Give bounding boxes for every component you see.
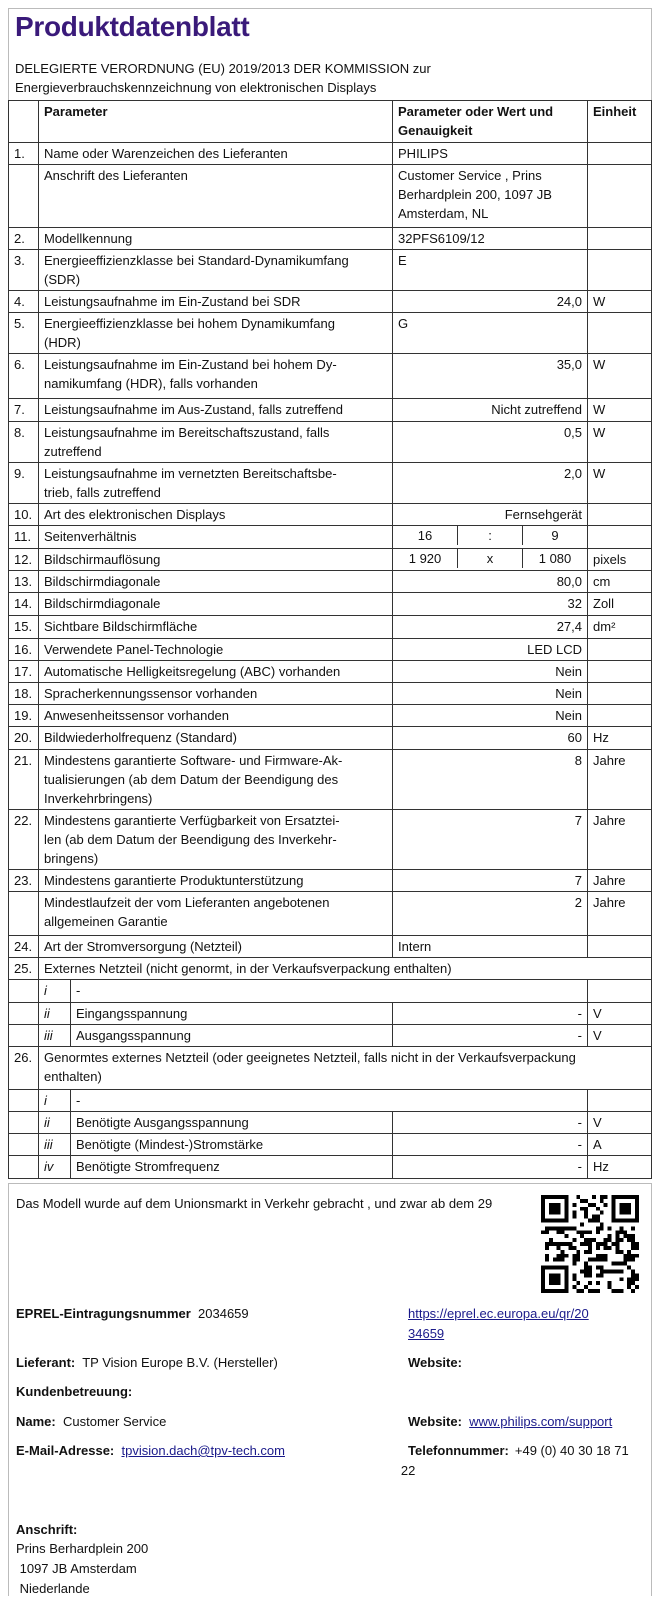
- unit-cell: W: [588, 399, 652, 422]
- table-row: [9, 291, 652, 313]
- table-row: [9, 143, 652, 165]
- row-number: 15.: [9, 616, 39, 639]
- unit-cell: W: [588, 463, 652, 504]
- row-number: 22.: [9, 810, 39, 870]
- unit-cell: Hz: [588, 1156, 652, 1179]
- table-row: [9, 958, 652, 980]
- parameter-cell: Automatische Helligkeitsregelung (ABC) vorhanden: [39, 661, 393, 683]
- sub-index: ii: [39, 1112, 71, 1134]
- table-row: [9, 1047, 652, 1090]
- row-number: 11.: [9, 526, 39, 549]
- row-number: 7.: [9, 399, 39, 422]
- unit-cell: [588, 313, 652, 354]
- row-number-empty: [9, 1025, 39, 1047]
- parameter-cell: Seitenverhältnis: [39, 526, 393, 549]
- value-cell: 8: [393, 750, 588, 810]
- table-row: [9, 422, 652, 463]
- value-cell: -: [393, 1003, 588, 1025]
- parameter-cell: Sichtbare Bildschirmfläche: [39, 616, 393, 639]
- subtitle-line: DELEGIERTE VERORDNUNG (EU) 2019/2013 DER KOMMISSION zur: [15, 61, 431, 76]
- value-cell: Fernsehgerät: [393, 504, 588, 526]
- header-value: Parameter oder Wert und Genauigkeit: [393, 101, 588, 143]
- unit-cell: Jahre: [588, 810, 652, 870]
- email-label: E-Mail-Adresse:: [16, 1443, 115, 1458]
- unit-cell: [588, 639, 652, 661]
- value-part: x: [457, 549, 522, 568]
- value-cell: LED LCD: [393, 639, 588, 661]
- row-number: [9, 892, 39, 936]
- row-number-empty: [9, 980, 39, 1003]
- table-row: [9, 1003, 652, 1025]
- unit-cell: [588, 504, 652, 526]
- parameter-cell: Mindestens garantierte Produktunterstützung: [39, 870, 393, 892]
- parameter-cell: Bildwiederholfrequenz (Standard): [39, 727, 393, 750]
- phone-value: +49 (0) 40 30 18 71 22: [400, 1443, 629, 1478]
- unit-cell: Zoll: [588, 593, 652, 616]
- unit-cell: W: [588, 291, 652, 313]
- sub-index: i: [39, 1090, 71, 1112]
- table-row: [9, 526, 652, 549]
- row-number-empty: [9, 1134, 39, 1156]
- email-link[interactable]: tpvision.dach@tpv-tech.com: [121, 1443, 285, 1458]
- unit-cell: [588, 165, 652, 228]
- parameter-cell: Benötigte (Mindest-)Stromstärke: [71, 1134, 393, 1156]
- table-row: [9, 504, 652, 526]
- address: [16, 1539, 148, 1599]
- sub-index: ii: [39, 1003, 71, 1025]
- value-part: 16: [417, 528, 433, 543]
- value-cell: 60: [393, 727, 588, 750]
- unit-cell: [588, 228, 652, 250]
- sub-index: iii: [39, 1025, 71, 1047]
- sub-index: iv: [39, 1156, 71, 1179]
- parameter-cell: Mindestens garantierte Software- und Firmware-Ak- tualisierungen (ab dem Datum der Beendigung des Inverkehrbringens): [39, 750, 393, 810]
- row-number: 10.: [9, 504, 39, 526]
- eprel-label: EPREL-Eintragungsnummer: [16, 1306, 191, 1321]
- value-cell: E: [393, 250, 588, 291]
- section-title: Genormtes externes Netzteil (oder geeignetes Netzteil, falls nicht in der Verkaufsverpackung enthalten): [39, 1047, 652, 1090]
- support-label: Kundenbetreuung:: [16, 1384, 133, 1399]
- table-row: [9, 616, 652, 639]
- unit-cell: W: [588, 354, 652, 399]
- table-row: [9, 165, 652, 228]
- parameter-cell: Verwendete Panel-Technologie: [39, 639, 393, 661]
- parameter-cell: Bildschirmdiagonale: [39, 593, 393, 616]
- market-text: Das Modell wurde auf dem Unionsmarkt in Verkehr gebracht , und zwar ab dem 29: [16, 1196, 493, 1211]
- value-cell: [393, 526, 588, 549]
- unit-cell: [588, 661, 652, 683]
- row-number: 4.: [9, 291, 39, 313]
- value-cell: Nein: [393, 705, 588, 727]
- parameter-cell: Leistungsaufnahme im Aus-Zustand, falls zutreffend: [39, 399, 393, 422]
- parameter-cell: Art der Stromversorgung (Netzteil): [39, 936, 393, 958]
- row-number: 17.: [9, 661, 39, 683]
- row-number: 12.: [9, 549, 39, 571]
- row-number: 21.: [9, 750, 39, 810]
- value-cell: -: [393, 1025, 588, 1047]
- unit-cell: pixels: [588, 549, 652, 571]
- page-title: Produktdatenblatt: [15, 11, 250, 42]
- table-row: [9, 661, 652, 683]
- row-number-empty: [9, 1090, 39, 1112]
- table-row: [9, 705, 652, 727]
- table-row: [9, 639, 652, 661]
- parameter-cell: Mindestlaufzeit der vom Lieferanten angebotenen allgemeinen Garantie: [39, 892, 393, 936]
- parameter-cell: Art des elektronischen Displays: [39, 504, 393, 526]
- row-number: 3.: [9, 250, 39, 291]
- product-data-table: [8, 100, 652, 1179]
- table-row: [9, 1156, 652, 1179]
- unit-cell: [588, 980, 652, 1003]
- value-part: 1 080: [522, 549, 587, 568]
- row-number: 24.: [9, 936, 39, 958]
- table-row: [9, 354, 652, 399]
- unit-cell: Jahre: [588, 892, 652, 936]
- parameter-cell: Leistungsaufnahme im Bereitschaftszustand, falls zutreffend: [39, 422, 393, 463]
- unit-cell: [588, 1090, 652, 1112]
- address-line: 1097 JB Amsterdam: [16, 1561, 137, 1576]
- parameter-cell: Anschrift des Lieferanten: [39, 165, 393, 228]
- sub-index: iii: [39, 1134, 71, 1156]
- value-cell: 24,0: [393, 291, 588, 313]
- row-number: 9.: [9, 463, 39, 504]
- value-cell: Nein: [393, 683, 588, 705]
- parameter-cell: Mindestens garantierte Verfügbarkeit von Ersatztei- len (ab dem Datum der Beendigung des Inverkehr- bringens): [39, 810, 393, 870]
- row-number: 20.: [9, 727, 39, 750]
- unit-cell: [588, 526, 652, 549]
- table-row: [9, 750, 652, 810]
- parameter-cell: Bildschirmauflösung: [39, 549, 393, 571]
- header: [8, 8, 652, 101]
- unit-cell: [588, 705, 652, 727]
- unit-cell: V: [588, 1003, 652, 1025]
- row-number: 26.: [9, 1047, 39, 1090]
- parameter-cell: Bildschirmdiagonale: [39, 571, 393, 593]
- parameter-cell: Leistungsaufnahme im vernetzten Bereitschaftsbe- trieb, falls zutreffend: [39, 463, 393, 504]
- eprel-qr-code[interactable]: [541, 1195, 639, 1293]
- value-cell: [393, 549, 588, 571]
- website-label: Website:: [408, 1355, 462, 1370]
- regulation-subtitle: [15, 59, 431, 97]
- value-cell: Nein: [393, 661, 588, 683]
- support-website-link[interactable]: www.philips.com/support: [469, 1414, 613, 1429]
- table-row: [9, 463, 652, 504]
- table-row: [9, 228, 652, 250]
- value-cell: G: [393, 313, 588, 354]
- row-number: 23.: [9, 870, 39, 892]
- table-row: [9, 593, 652, 616]
- value-part: 1 920: [408, 551, 442, 566]
- parameter-cell: Benötigte Stromfrequenz: [71, 1156, 393, 1179]
- address-line: Prins Berhardplein 200: [16, 1541, 149, 1556]
- table-row: [9, 571, 652, 593]
- value-cell: -: [393, 1134, 588, 1156]
- parameter-cell: Energieeffizienzklasse bei Standard-Dynamikumfang (SDR): [39, 250, 393, 291]
- row-number-empty: [9, 1003, 39, 1025]
- table-row: [9, 1134, 652, 1156]
- table-row: [9, 399, 652, 422]
- table-row: [9, 250, 652, 291]
- parameter-cell: Eingangsspannung: [71, 1003, 393, 1025]
- parameter-cell: Spracherkennungssensor vorhanden: [39, 683, 393, 705]
- value-cell: Customer Service , Prins Berhardplein 200, 1097 JB Amsterdam, NL: [393, 165, 588, 228]
- row-number: 1.: [9, 143, 39, 165]
- row-number: 19.: [9, 705, 39, 727]
- value-cell: PHILIPS: [393, 143, 588, 165]
- row-number: 2.: [9, 228, 39, 250]
- subtitle-line: Energieverbrauchskennzeichnung von elektronischen Displays: [15, 80, 377, 95]
- row-number: 25.: [9, 958, 39, 980]
- table-row: [9, 727, 652, 750]
- parameter-cell: Leistungsaufnahme im Ein-Zustand bei hohem Dy- namikumfang (HDR), falls vorhanden: [39, 354, 393, 399]
- table-row: [9, 892, 652, 936]
- value-cell: 32: [393, 593, 588, 616]
- table-row: [9, 936, 652, 958]
- parameter-cell: Modellkennung: [39, 228, 393, 250]
- row-number: 8.: [9, 422, 39, 463]
- table-row: [9, 313, 652, 354]
- unit-cell: cm: [588, 571, 652, 593]
- unit-cell: [588, 250, 652, 291]
- address-label: Anschrift:: [16, 1522, 78, 1537]
- row-number: 13.: [9, 571, 39, 593]
- value-cell: Intern: [393, 936, 588, 958]
- eprel-link[interactable]: https://eprel.ec.europa.eu/qr/20 34659: [408, 1306, 589, 1341]
- row-number: 5.: [9, 313, 39, 354]
- unit-cell: Jahre: [588, 750, 652, 810]
- header-unit: Einheit: [588, 101, 652, 143]
- unit-cell: V: [588, 1112, 652, 1134]
- value-cell: 7: [393, 810, 588, 870]
- value-cell: 0,5: [393, 422, 588, 463]
- name-label: Name:: [16, 1414, 56, 1429]
- supplier-label: Lieferant:: [16, 1355, 76, 1370]
- row-number-empty: [9, 1156, 39, 1179]
- phone-label: Telefonnummer:: [408, 1443, 509, 1458]
- parameter-cell: Anwesenheitssensor vorhanden: [39, 705, 393, 727]
- address-line: Niederlande: [16, 1581, 90, 1596]
- value-part: :: [457, 526, 522, 545]
- section-title: Externes Netzteil (nicht genormt, in der Verkaufsverpackung enthalten): [39, 958, 652, 980]
- value-cell: 7: [393, 870, 588, 892]
- header-no: [9, 101, 39, 143]
- eprel-number: 2034659: [198, 1306, 249, 1321]
- unit-cell: [588, 936, 652, 958]
- table-row: [9, 683, 652, 705]
- unit-cell: [588, 683, 652, 705]
- parameter-cell: Name oder Warenzeichen des Lieferanten: [39, 143, 393, 165]
- row-number: 18.: [9, 683, 39, 705]
- value-cell: 2: [393, 892, 588, 936]
- row-number: 6.: [9, 354, 39, 399]
- parameter-cell: Ausgangsspannung: [71, 1025, 393, 1047]
- unit-cell: A: [588, 1134, 652, 1156]
- eprel-row: [16, 1304, 249, 1324]
- table-row: [9, 1090, 652, 1112]
- table-row: [9, 549, 652, 571]
- table-header: [9, 101, 652, 143]
- sub-value: -: [71, 980, 588, 1003]
- table-row: [9, 870, 652, 892]
- value-part: 9: [522, 526, 587, 545]
- value-cell: 35,0: [393, 354, 588, 399]
- name-value: Customer Service: [62, 1414, 167, 1429]
- website-label: Website:: [408, 1414, 462, 1429]
- table-row: [9, 980, 652, 1003]
- value-cell: 2,0: [393, 463, 588, 504]
- sub-value: -: [71, 1090, 588, 1112]
- table-row: [9, 1025, 652, 1047]
- unit-cell: Jahre: [588, 870, 652, 892]
- row-number-empty: [9, 1112, 39, 1134]
- row-number: 14.: [9, 593, 39, 616]
- parameter-cell: Benötigte Ausgangsspannung: [71, 1112, 393, 1134]
- value-cell: 80,0: [393, 571, 588, 593]
- header-parameter: Parameter: [39, 101, 393, 143]
- unit-cell: dm²: [588, 616, 652, 639]
- unit-cell: Hz: [588, 727, 652, 750]
- row-number: 16.: [9, 639, 39, 661]
- unit-cell: W: [588, 422, 652, 463]
- table-row: [9, 810, 652, 870]
- value-cell: -: [393, 1156, 588, 1179]
- value-cell: -: [393, 1112, 588, 1134]
- parameter-cell: Leistungsaufnahme im Ein-Zustand bei SDR: [39, 291, 393, 313]
- unit-cell: V: [588, 1025, 652, 1047]
- parameter-cell: Energieeffizienzklasse bei hohem Dynamikumfang (HDR): [39, 313, 393, 354]
- row-number: [9, 165, 39, 228]
- supplier-value: TP Vision Europe B.V. (Hersteller): [82, 1355, 278, 1370]
- unit-cell: [588, 143, 652, 165]
- sub-index: i: [39, 980, 71, 1003]
- value-cell: 32PFS6109/12: [393, 228, 588, 250]
- value-cell: 27,4: [393, 616, 588, 639]
- value-cell: Nicht zutreffend: [393, 399, 588, 422]
- table-row: [9, 1112, 652, 1134]
